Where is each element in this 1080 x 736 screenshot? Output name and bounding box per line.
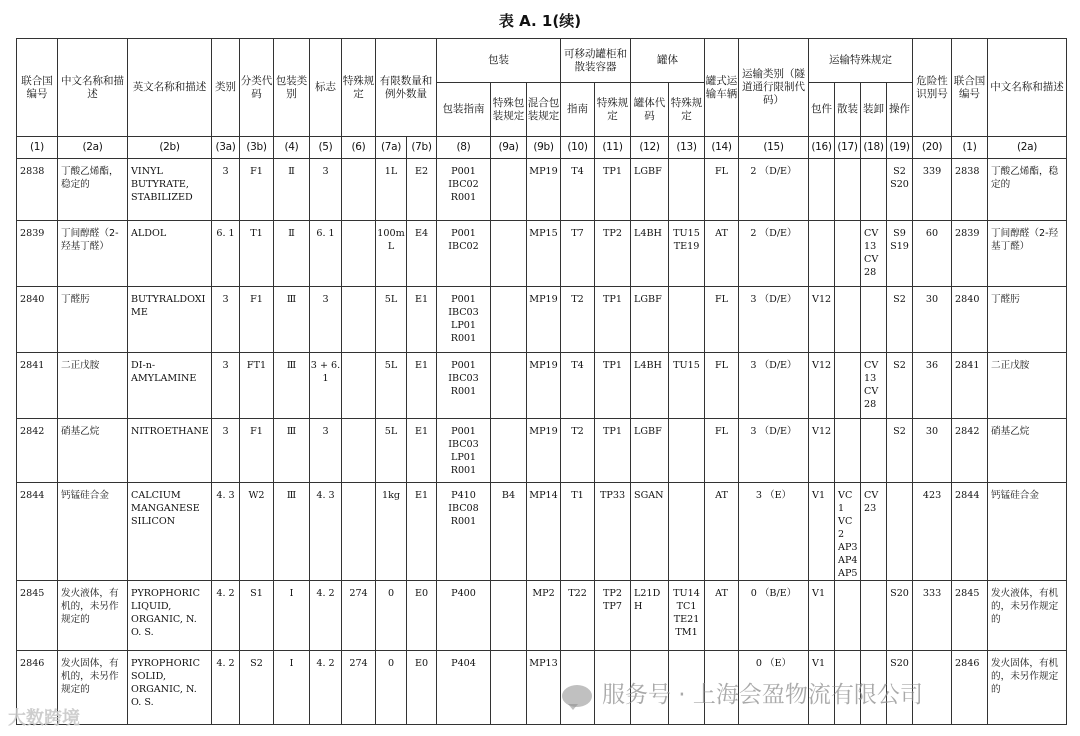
cell-c9b: MP14	[527, 483, 561, 581]
cell-c3a: 4. 2	[212, 651, 240, 725]
cell-un: 2846	[952, 651, 988, 725]
cell-c11: TP33	[595, 483, 631, 581]
col-num: (9a)	[491, 137, 527, 159]
cell-un: 2842	[17, 419, 58, 483]
cell-cn: 丁间醇醛（2-羟基丁醛）	[988, 221, 1067, 287]
cell-c4: Ⅰ	[274, 581, 310, 651]
cell-un: 2839	[17, 221, 58, 287]
cell-cn: 丁醛肟	[58, 287, 128, 353]
cell-en: PYROPHORIC SOLID, ORGANIC, N. O. S.	[128, 651, 212, 725]
table-row	[17, 581, 1067, 651]
cell-c16: V12	[809, 353, 835, 419]
cell-en: PYROPHORIC LIQUID, ORGANIC, N. O. S.	[128, 581, 212, 651]
cell-un: 2841	[17, 353, 58, 419]
corner-watermark: 大数跨境	[8, 708, 80, 729]
cell-c19	[887, 483, 913, 581]
col-num: (17)	[835, 137, 861, 159]
table-row	[17, 419, 1067, 483]
cell-un: 2841	[952, 353, 988, 419]
cell-c6	[342, 287, 376, 353]
cell-c4: Ⅱ	[274, 159, 310, 221]
cell-c3b: T1	[240, 221, 274, 287]
cell-c18	[861, 581, 887, 651]
cell-c13	[669, 419, 705, 483]
service-watermark	[562, 676, 923, 709]
cell-c17	[835, 159, 861, 221]
header-loading: 装卸	[861, 83, 887, 137]
header-tank-special: 特殊规定	[595, 83, 631, 137]
table-row	[17, 353, 1067, 419]
cell-c14: AT	[705, 483, 739, 581]
cell-un: 2845	[952, 581, 988, 651]
cell-c9a: B4	[491, 483, 527, 581]
cell-c8: P001 IBC02	[437, 221, 491, 287]
cell-c20: 333	[913, 581, 952, 651]
col-num: (11)	[595, 137, 631, 159]
header-class: 类别	[212, 39, 240, 137]
cell-c4: Ⅲ	[274, 287, 310, 353]
cell-c8: P400	[437, 581, 491, 651]
cell-cn: 丁间醇醛（2-羟基丁醛）	[58, 221, 128, 287]
cell-c17	[835, 419, 861, 483]
cell-c11: TP1	[595, 159, 631, 221]
header-transport-category: 运输类别（隧道通行限制代码）	[739, 39, 809, 137]
cell-c7b: E4	[407, 221, 437, 287]
cell-c11: TP1	[595, 287, 631, 353]
cell-c16	[809, 159, 835, 221]
col-num: (18)	[861, 137, 887, 159]
cell-c5: 3	[310, 287, 342, 353]
cell-c13	[669, 483, 705, 581]
col-num: (7b)	[407, 137, 437, 159]
col-num: (12)	[631, 137, 669, 159]
cell-c6: 274	[342, 651, 376, 725]
cell-c12: L21DH	[631, 581, 669, 651]
cell-un: 2846	[17, 651, 58, 725]
cell-c7b: E0	[407, 581, 437, 651]
cell-c10: T22	[561, 581, 595, 651]
cell-c17	[835, 287, 861, 353]
cell-c3b: FT1	[240, 353, 274, 419]
cell-cn: 硝基乙烷	[988, 419, 1067, 483]
cell-c14: AT	[705, 221, 739, 287]
cell-c7b: E1	[407, 287, 437, 353]
cell-c20: 60	[913, 221, 952, 287]
cell-c9b: MP2	[527, 581, 561, 651]
col-num: (8)	[437, 137, 491, 159]
cell-cn: 丁酸乙烯酯，稳定的	[58, 159, 128, 221]
cell-c8: P404	[437, 651, 491, 725]
table-row	[17, 159, 1067, 221]
col-num: (14)	[705, 137, 739, 159]
cell-cn: 二正戊胺	[58, 353, 128, 419]
cell-c3a: 3	[212, 287, 240, 353]
cell-c16: V12	[809, 419, 835, 483]
cell-c8: P001 IBC03 LP01 R001	[437, 287, 491, 353]
cell-cn: 发火液体，有机的，未另作规定的	[58, 581, 128, 651]
cell-c17: VC1 VC2 AP3 AP4 AP5	[835, 483, 861, 581]
cell-c4: Ⅰ	[274, 651, 310, 725]
cell-c6	[342, 353, 376, 419]
header-labels: 标志	[310, 39, 342, 137]
col-num: (2b)	[128, 137, 212, 159]
cell-c5: 6. 1	[310, 221, 342, 287]
cell-c4: Ⅲ	[274, 353, 310, 419]
col-num: (7a)	[376, 137, 407, 159]
cell-un: 2844	[952, 483, 988, 581]
chat-bubble-icon	[562, 685, 592, 707]
col-num: (6)	[342, 137, 376, 159]
cell-c19: S20	[887, 581, 913, 651]
col-num: (3a)	[212, 137, 240, 159]
header-bulk: 散装	[835, 83, 861, 137]
col-num: (2a)	[58, 137, 128, 159]
cell-c13	[669, 287, 705, 353]
cell-c9b: MP13	[527, 651, 561, 725]
header-special-packing-provisions: 特殊包装规定	[491, 83, 527, 137]
cell-c3b: S2	[240, 651, 274, 725]
service-watermark-text: 服务号 · 上海会盈物流有限公司	[602, 682, 923, 708]
cell-cn: 发火固体，有机的，未另作规定的	[988, 651, 1067, 725]
header-un-no: 联合国编号	[17, 39, 58, 137]
cell-c15: 0 （B/E）	[739, 581, 809, 651]
cell-c10: T7	[561, 221, 595, 287]
cell-c3b: S1	[240, 581, 274, 651]
cell-c19: S2	[887, 287, 913, 353]
table-title: 表 A. 1(续)	[498, 12, 582, 30]
header-operation: 操作	[887, 83, 913, 137]
cell-c9b: MP19	[527, 353, 561, 419]
cell-c15: 0 （E）	[739, 651, 809, 725]
cell-cn: 发火液体，有机的，未另作规定的	[988, 581, 1067, 651]
header-limited-quantities: 有限数量和例外数量	[376, 39, 437, 137]
cell-c10: T4	[561, 353, 595, 419]
cell-c15: 3 （D/E）	[739, 287, 809, 353]
col-num: (4)	[274, 137, 310, 159]
cell-un: 2844	[17, 483, 58, 581]
cell-c17	[835, 353, 861, 419]
col-num: (9b)	[527, 137, 561, 159]
header-portable-tanks: 可移动罐柜和散装容器	[561, 39, 631, 83]
cell-c11: TP1	[595, 353, 631, 419]
header-special-provisions: 特殊规定	[342, 39, 376, 137]
cell-c17	[835, 221, 861, 287]
header-tank-vehicle: 罐式运输车辆	[705, 39, 739, 137]
header-tank-body-special: 特殊规定	[669, 83, 705, 137]
cell-un: 2839	[952, 221, 988, 287]
table-body	[17, 159, 1067, 725]
cell-c19: S2	[887, 419, 913, 483]
cell-cn: 二正戊胺	[988, 353, 1067, 419]
cell-c4: Ⅲ	[274, 483, 310, 581]
cell-c19: S2 S20	[887, 159, 913, 221]
col-num: (13)	[669, 137, 705, 159]
col-num: (1)	[17, 137, 58, 159]
cell-c16: V1	[809, 651, 835, 725]
cell-un: 2845	[17, 581, 58, 651]
cell-c9b: MP15	[527, 221, 561, 287]
cell-c15: 3 （E）	[739, 483, 809, 581]
cell-c3a: 4. 3	[212, 483, 240, 581]
cell-c14: FL	[705, 353, 739, 419]
cell-c15: 2 （D/E）	[739, 221, 809, 287]
cell-c6	[342, 159, 376, 221]
cell-c6	[342, 419, 376, 483]
cell-c11: TP2	[595, 221, 631, 287]
cell-c9a	[491, 651, 527, 725]
header-packing-instructions: 包装指南	[437, 83, 491, 137]
col-num: (20)	[913, 137, 952, 159]
col-num: (10)	[561, 137, 595, 159]
cell-c7a: 5L	[376, 287, 407, 353]
column-number-row	[17, 137, 1067, 159]
cell-c15: 3 （D/E）	[739, 353, 809, 419]
cell-c3a: 3	[212, 419, 240, 483]
cell-c4: Ⅱ	[274, 221, 310, 287]
col-num: (19)	[887, 137, 913, 159]
cell-c7b: E1	[407, 419, 437, 483]
table-row	[17, 287, 1067, 353]
cell-c11: TP1	[595, 419, 631, 483]
cell-c9a	[491, 419, 527, 483]
cell-cn: 丁醛肟	[988, 287, 1067, 353]
cell-c18	[861, 419, 887, 483]
cell-c9a	[491, 221, 527, 287]
col-num: (15)	[739, 137, 809, 159]
cell-un: 2838	[952, 159, 988, 221]
cell-c6: 274	[342, 581, 376, 651]
header-classification-code: 分类代码	[240, 39, 274, 137]
cell-c19: S9 S19	[887, 221, 913, 287]
cell-c19: S2	[887, 353, 913, 419]
cell-c17	[835, 581, 861, 651]
cell-c7a: 1kg	[376, 483, 407, 581]
cell-c7b: E1	[407, 353, 437, 419]
cell-c7a: 0	[376, 651, 407, 725]
cell-un: 2840	[17, 287, 58, 353]
cell-c9a	[491, 287, 527, 353]
cell-c7b: E2	[407, 159, 437, 221]
cell-c9b: MP19	[527, 287, 561, 353]
cell-c7a: 100mL	[376, 221, 407, 287]
cell-c3a: 6. 1	[212, 221, 240, 287]
cell-c19: S20	[887, 651, 913, 725]
cell-c13: TU15	[669, 353, 705, 419]
col-num: (2a)	[988, 137, 1067, 159]
cell-c9b: MP19	[527, 419, 561, 483]
cell-c13: TU14 TC1 TE21 TM1	[669, 581, 705, 651]
cell-c6	[342, 483, 376, 581]
cell-c12: L4BH	[631, 353, 669, 419]
cell-c3b: W2	[240, 483, 274, 581]
cell-c14: AT	[705, 581, 739, 651]
cell-c3a: 3	[212, 353, 240, 419]
cell-c18: CV13 CV28	[861, 353, 887, 419]
cell-c9a	[491, 581, 527, 651]
header-tank-guide: 指南	[561, 83, 595, 137]
cell-c9b: MP19	[527, 159, 561, 221]
cell-c20: 36	[913, 353, 952, 419]
cell-c18: CV23	[861, 483, 887, 581]
cell-c11: TP2 TP7	[595, 581, 631, 651]
table-row	[17, 221, 1067, 287]
cell-c14: FL	[705, 159, 739, 221]
cell-c13: TU15 TE19	[669, 221, 705, 287]
cell-c12: LGBF	[631, 159, 669, 221]
col-num: (16)	[809, 137, 835, 159]
cell-c8: P001 IBC02 R001	[437, 159, 491, 221]
cell-c13	[669, 159, 705, 221]
cell-c7a: 5L	[376, 419, 407, 483]
header-tank-body: 罐体	[631, 39, 705, 83]
col-num: (3b)	[240, 137, 274, 159]
cell-c5: 3 + 6. 1	[310, 353, 342, 419]
cell-c5: 3	[310, 159, 342, 221]
cell-c12: LGBF	[631, 287, 669, 353]
cell-c3a: 3	[212, 159, 240, 221]
cell-c5: 4. 2	[310, 581, 342, 651]
cell-c7a: 5L	[376, 353, 407, 419]
header-cn-name-right: 中文名称和描述	[988, 39, 1067, 137]
cell-c3b: F1	[240, 287, 274, 353]
cell-c7a: 1L	[376, 159, 407, 221]
cell-en: ALDOL	[128, 221, 212, 287]
header-special-transport-provisions: 运输特殊规定	[809, 39, 913, 83]
cell-c7b: E1	[407, 483, 437, 581]
cell-en: BUTYRALDOXIME	[128, 287, 212, 353]
cell-c14: FL	[705, 287, 739, 353]
cell-c9a	[491, 159, 527, 221]
cell-un: 2840	[952, 287, 988, 353]
cell-c3b: F1	[240, 419, 274, 483]
cell-c6	[342, 221, 376, 287]
cell-c18: CV13 CV28	[861, 221, 887, 287]
header-un-no-right: 联合国编号	[952, 39, 988, 137]
cell-c5: 4. 2	[310, 651, 342, 725]
cell-en: DI-n-AMYLAMINE	[128, 353, 212, 419]
cell-c8: P001 IBC03 LP01 R001	[437, 419, 491, 483]
cell-c12: SGAN	[631, 483, 669, 581]
col-num: (5)	[310, 137, 342, 159]
cell-c5: 4. 3	[310, 483, 342, 581]
cell-c16: V1	[809, 483, 835, 581]
cell-cn: 钙锰硅合金	[988, 483, 1067, 581]
cell-c15: 3 （D/E）	[739, 419, 809, 483]
header-mixed-packing: 混合包装规定	[527, 83, 561, 137]
cell-c14: FL	[705, 419, 739, 483]
cell-c18	[861, 287, 887, 353]
cell-c16: V1	[809, 581, 835, 651]
cell-cn: 钙锰硅合金	[58, 483, 128, 581]
cell-c3a: 4. 2	[212, 581, 240, 651]
cell-c4: Ⅲ	[274, 419, 310, 483]
cell-en: CALCIUM MANGANESE SILICON	[128, 483, 212, 581]
col-num: (1)	[952, 137, 988, 159]
cell-c12: LGBF	[631, 419, 669, 483]
cell-c10: T2	[561, 419, 595, 483]
cell-cn: 丁酸乙烯酯，稳定的	[988, 159, 1067, 221]
cell-c8: P410 IBC08 R001	[437, 483, 491, 581]
cell-c20: 30	[913, 287, 952, 353]
cell-c7b: E0	[407, 651, 437, 725]
header-tank-code: 罐体代码	[631, 83, 669, 137]
header-packaging: 包装	[437, 39, 561, 83]
cell-c16: V12	[809, 287, 835, 353]
cell-c10: T4	[561, 159, 595, 221]
header-cn-name: 中文名称和描述	[58, 39, 128, 137]
cell-un: 2838	[17, 159, 58, 221]
cell-c3b: F1	[240, 159, 274, 221]
cell-cn: 发火固体，有机的，未另作规定的	[58, 651, 128, 725]
cell-c20: 423	[913, 483, 952, 581]
cell-c15: 2 （D/E）	[739, 159, 809, 221]
cell-en: VINYL BUTYRATE, STABILIZED	[128, 159, 212, 221]
header-packing-group: 包装类别	[274, 39, 310, 137]
cell-c20: 30	[913, 419, 952, 483]
cell-c8: P001 IBC03 R001	[437, 353, 491, 419]
cell-c7a: 0	[376, 581, 407, 651]
cell-c18	[861, 159, 887, 221]
cell-c10: T2	[561, 287, 595, 353]
cell-c10: T1	[561, 483, 595, 581]
dangerous-goods-table	[16, 38, 1067, 725]
table-row	[17, 483, 1067, 581]
cell-cn: 硝基乙烷	[58, 419, 128, 483]
header-hazard-id: 危险性识别号	[913, 39, 952, 137]
cell-en: NITROETHANE	[128, 419, 212, 483]
header-packages: 包件	[809, 83, 835, 137]
cell-c16	[809, 221, 835, 287]
cell-un: 2842	[952, 419, 988, 483]
header-en-name: 英文名称和描述	[128, 39, 212, 137]
cell-c5: 3	[310, 419, 342, 483]
header-row-1	[17, 39, 1067, 83]
cell-c9a	[491, 353, 527, 419]
cell-c12: L4BH	[631, 221, 669, 287]
cell-c20: 339	[913, 159, 952, 221]
